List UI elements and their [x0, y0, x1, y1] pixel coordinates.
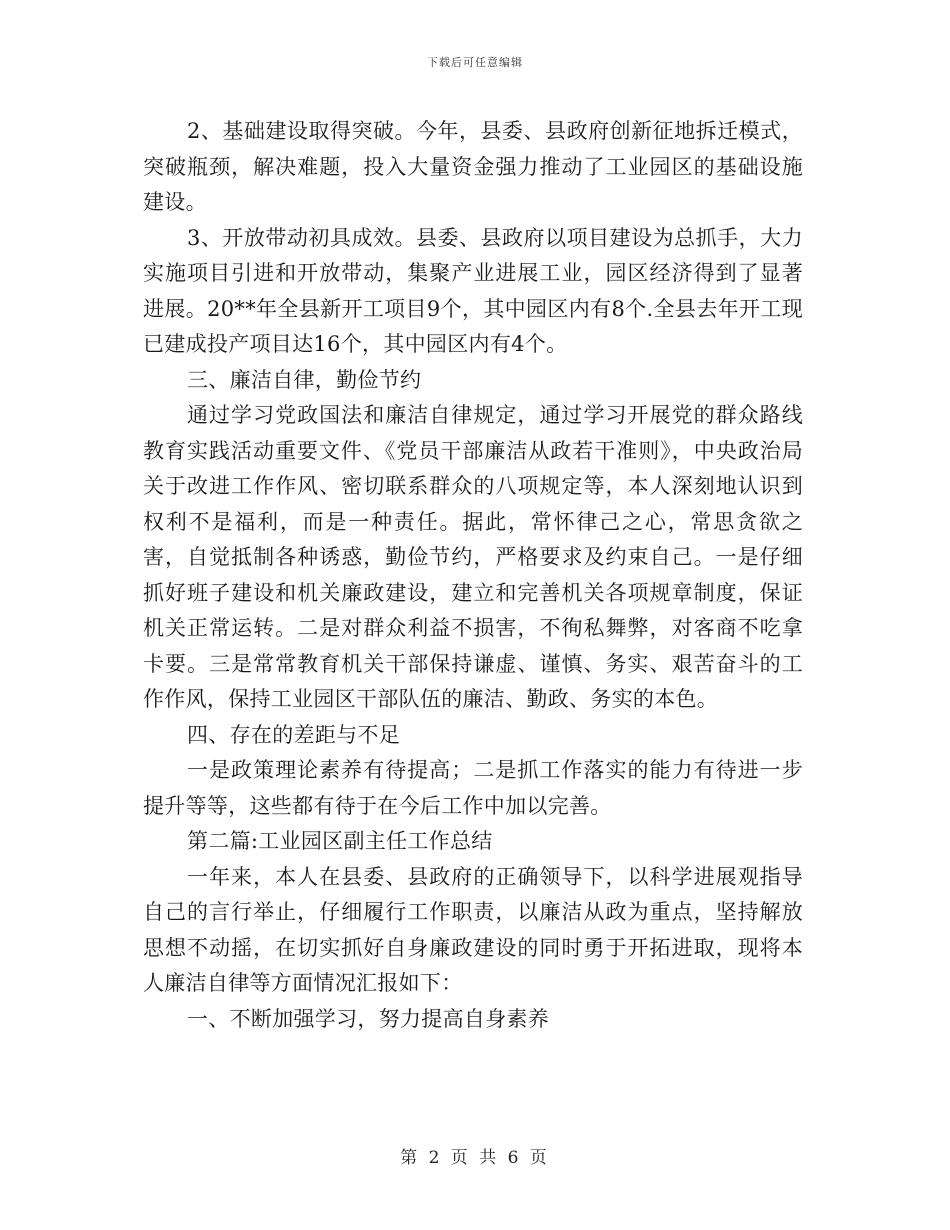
paragraph-infrastructure: 2、基础建设取得突破。今年，县委、县政府创新征地拆迁模式，突破瓶颈，解决难题，投入大量资金强力推动了工业园区的基础设施建设。 — [143, 119, 803, 214]
paragraph-intro: 一年来，本人在县委、县政府的正确领导下，以科学进展观指导自己的言行举止，仔细履行工作职责，以廉洁从政为重点，坚持解放思想不动摇，在切实抓好自身廉政建设的同时勇于开拓进取，现将本人廉洁自律等方面情况汇报如下： — [143, 864, 803, 995]
section-heading-shortcomings: 四、存在的差距与不足 — [187, 722, 400, 747]
document-body — [143, 114, 803, 1037]
page-header: 下载后可任意编辑 — [427, 56, 523, 69]
section-heading-integrity: 三、廉洁自律，勤俭节约 — [187, 367, 422, 392]
section-heading-study: 一、不断加强学习，努力提高自身素养 — [187, 1006, 550, 1031]
article-heading-second: 第二篇:工业园区副主任工作总结 — [187, 829, 493, 853]
paragraph-opening-up: 3、开放带动初具成效。县委、县政府以项目建设为总抓手，大力实施项目引进和开放带动，集聚产业进展工业，园区经济得到了显著进展。20**年全县新开工项目9个，其中园区内有8个.全县去年开工现已建成投产项目达16个，其中园区内有4个。 — [143, 225, 803, 356]
paragraph-integrity: 通过学习党政国法和廉洁自律规定，通过学习开展党的群众路线教育实践活动重要文件、《党员干部廉洁从政若干准则》，中央政治局关于改进工作作风、密切联系群众的八项规定等，本人深刻地认识到权利不是福利，而是一种责任。据此，常怀律己之心，常思贪欲之害，自觉抵制各种诱惑，勤俭节约，严格要求及约束自己。一是仔细抓好班子建设和机关廉政建设，建立和完善机关各项规章制度，保证机关正常运转。二是对群众利益不损害，不徇私舞弊，对客商不吃拿卡要。三是常常教育机关干部保持谦虚、谨慎、务实、艰苦奋斗的工作作风，保持工业园区干部队伍的廉洁、勤政、务实的本色。 — [143, 403, 803, 711]
page-number: 第 2 页 共 6 页 — [400, 1148, 550, 1168]
paragraph-shortcomings: 一是政策理论素养有待提高；二是抓工作落实的能力有待进一步提升等等，这些都有待于在今后工作中加以完善。 — [143, 758, 803, 818]
